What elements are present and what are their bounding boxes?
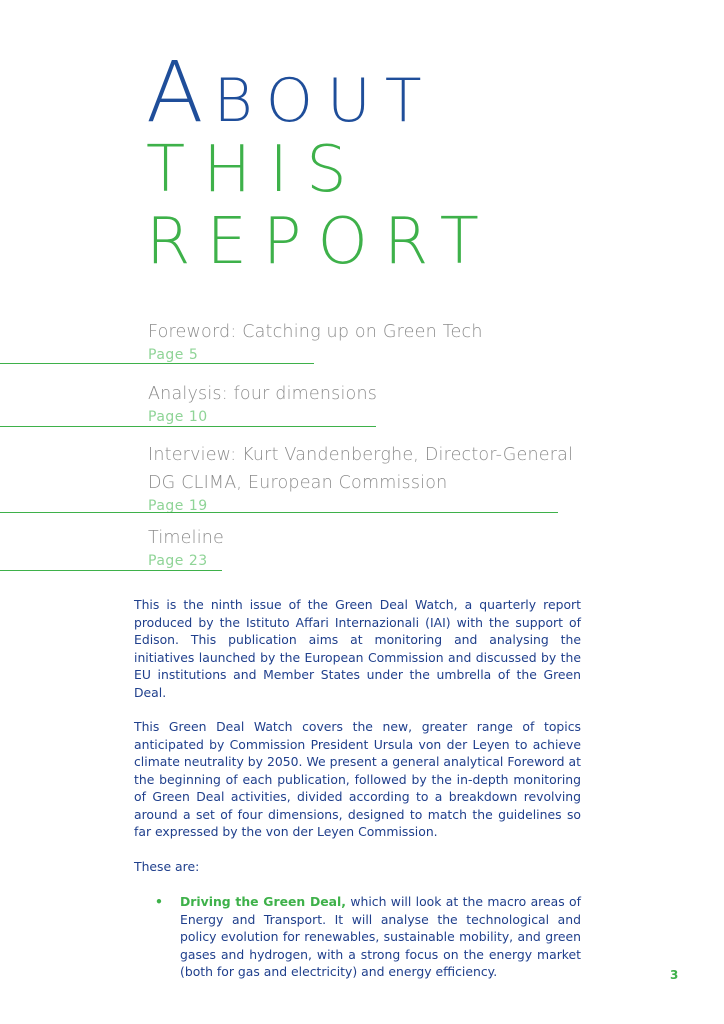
paragraph-2: This Green Deal Watch covers the new, greater range of topics anticipated by Commission President Ursula von der Leyen to achieve climate neutrality by 2050. We present a general analytical Foreword at the beginning of each publication, followed by the in-depth monitoring of Green Deal activities, divided according to a breakdown revolving around a set of four dimensions, designed to match the guidelines so far expressed by the von der Leyen Commission. [134,719,581,839]
toc-divider [0,363,314,364]
toc-entry-page: Page 10 [148,409,208,425]
toc-divider [0,426,376,427]
toc-entry-foreword[interactable] [148,318,483,363]
toc-entry-interview[interactable] [148,441,573,514]
title-report: REPORT [146,205,495,279]
scope-paragraph [134,718,581,841]
toc-entry-timeline[interactable] [148,524,224,569]
paragraph-3: These are: [134,859,200,874]
bullet-text: which will look at the macro areas of Energy and Transport. It will analyse the technological and policy evolution for renewables, sustainable mobility, and green gases and hydrogen, with a strong focus on the energy market (both for gas and electricity) and energy efficiency. [180,894,581,979]
lead-in-paragraph [134,858,581,876]
toc-entry-analysis[interactable] [148,380,377,425]
title-about-rest: BOUT [213,66,436,136]
toc-entry-page: Page 19 [148,498,208,514]
bullet-icon: • [155,894,163,909]
title-about [146,43,436,141]
toc-entry-page: Page 23 [148,553,208,569]
dimensions-list [155,893,581,981]
toc-entry-title: Foreword: Catching up on Green Tech [148,322,483,342]
title-about-initial: A [146,43,214,141]
bullet-heading: Driving the Green Deal, [180,894,346,909]
title-this: THIS [146,133,365,207]
toc-divider [0,570,222,571]
toc-entry-title: Analysis: four dimensions [148,384,378,404]
toc-entry-page: Page 5 [148,347,199,363]
toc-entry-title-line1: Interview: Kurt Vandenberghe, Director-General [148,445,574,465]
list-item [180,893,581,981]
page-number: 3 [670,968,679,982]
intro-paragraph [134,596,581,701]
toc-divider [0,512,558,513]
paragraph-1: This is the ninth issue of the Green Deal Watch, a quarterly report produced by the Istituto Affari Internazionali (IAI) with the support of Edison. This publication aims at monitoring and analysing the initiatives launched by the European Commission and discussed by the EU institutions and Member States under the umbrella of the Green Deal. [134,597,581,700]
toc-entry-title-line2: DG CLIMA, European Commission [148,473,448,493]
toc-entry-title: Timeline [148,528,225,548]
